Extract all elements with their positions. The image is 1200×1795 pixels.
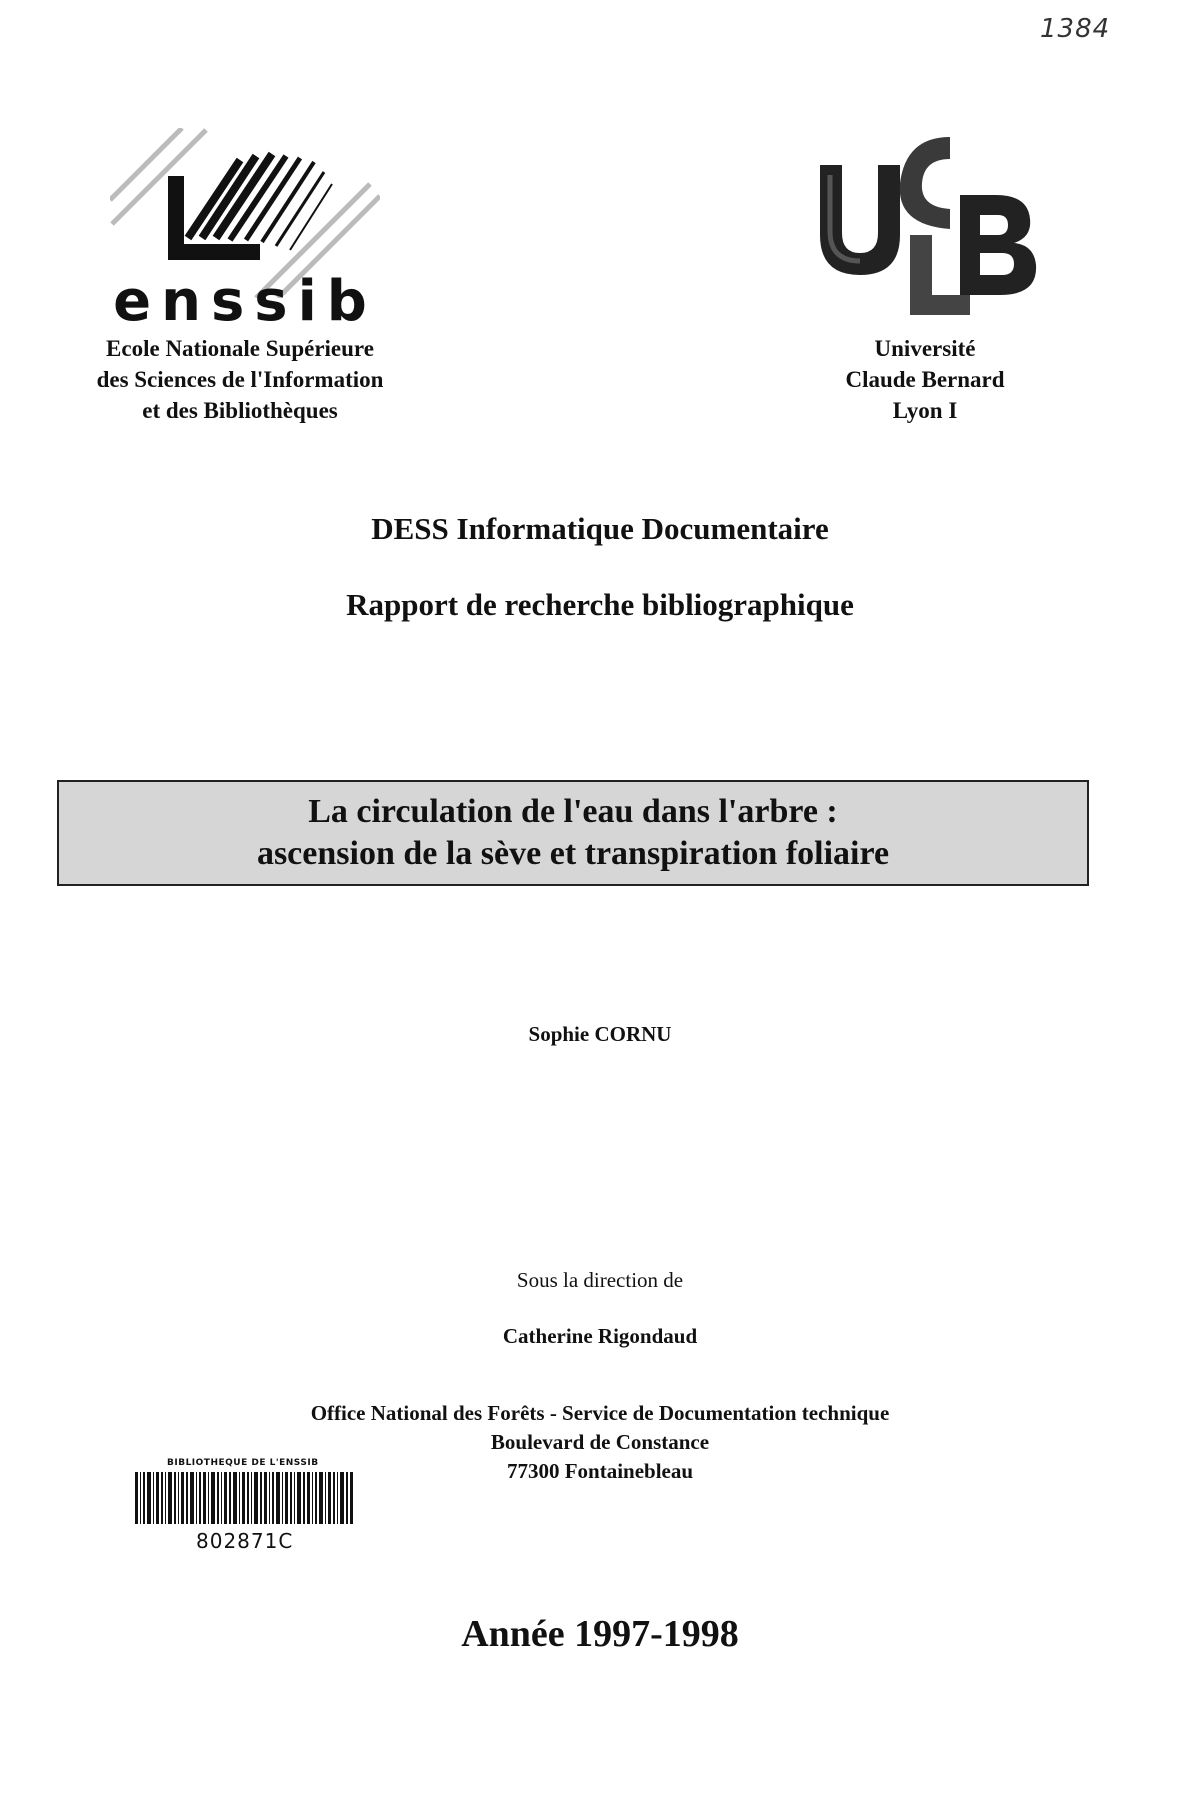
organization-line-2: Boulevard de Constance — [490, 1430, 710, 1454]
organization-line-3: 77300 Fontainebleau — [506, 1459, 694, 1483]
title-line-1: La circulation de l'eau dans l'arbre : — [308, 793, 838, 830]
direction-label: Sous la direction de — [516, 1268, 684, 1292]
enssib-full-name — [60, 333, 420, 426]
report-type-heading: Rapport de recherche bibliographique — [346, 587, 854, 622]
handwritten-catalog-number: 1384 — [1040, 14, 1111, 44]
enssib-wordmark: enssib — [113, 269, 377, 334]
ucbl-logo-icon — [800, 125, 1060, 325]
library-barcode — [133, 1458, 355, 1553]
barcode-label: BIBLIOTHEQUE DE L'ENSSIB — [167, 1458, 319, 1468]
title-line-2: ascension de la sève et transpiration foliaire — [256, 835, 890, 872]
program-heading: DESS Informatique Documentaire — [371, 511, 829, 546]
barcode-icon — [133, 1468, 355, 1526]
barcode-number: 802871C — [196, 1529, 294, 1553]
enssib-name-line-2: des Sciences de l'Information — [96, 367, 384, 392]
organization-line-1: Office National des Forêts - Service de Documentation technique — [310, 1401, 890, 1425]
academic-year: Année 1997-1998 — [461, 1613, 739, 1655]
author-name: Sophie CORNU — [528, 1022, 672, 1046]
ucbl-name-line-2: Claude Bernard — [845, 367, 1005, 392]
ucbl-full-name — [780, 333, 1070, 426]
title-box — [57, 780, 1089, 886]
enssib-name-line-3: et des Bibliothèques — [142, 398, 338, 423]
ucbl-name-line-3: Lyon I — [892, 398, 958, 423]
enssib-name-line-1: Ecole Nationale Supérieure — [106, 336, 374, 361]
director-name: Catherine Rigondaud — [502, 1324, 698, 1348]
ucbl-name-line-1: Université — [874, 336, 976, 361]
